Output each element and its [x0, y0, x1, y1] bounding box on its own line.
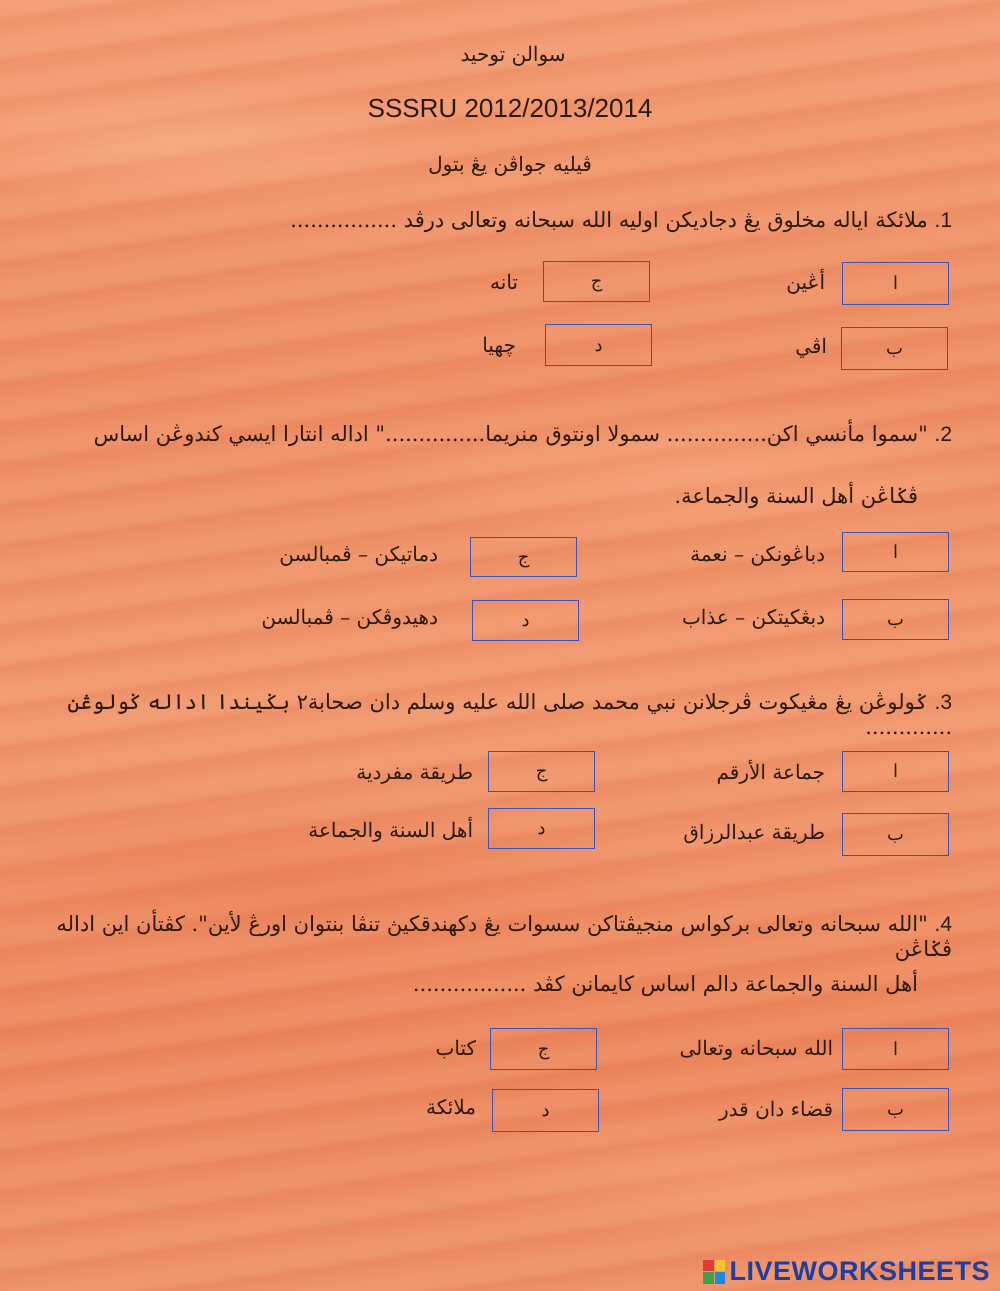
question-text: "سموا مأنسي اكن............... سمولا اونتوق منريما..............." اداله انتارا ايسي كندوڠن اساس: [93, 422, 928, 446]
question-4: [0, 912, 952, 961]
option-text: اڤي: [795, 334, 827, 358]
question-text: ݢولوڠن يڠ مڠيكوت ڤرجلانن نبي محمد صلى الله عليه وسلم دان صحابة٢ بݢيندا اداله ݢولوڠن .............: [67, 690, 952, 739]
answer-box-jim[interactable]: ج: [488, 751, 595, 792]
question-1: [290, 208, 952, 233]
exam-code: SSSRU 2012/2013/2014: [367, 93, 653, 123]
question-number: 4.: [934, 913, 952, 936]
brand-name: LIVEWORKSHEETS: [729, 1256, 990, 1286]
answer-box-jim[interactable]: ج: [470, 537, 577, 577]
answer-box-dal[interactable]: د: [492, 1089, 599, 1132]
option-text: تانه: [490, 270, 518, 294]
liveworksheets-logo-icon: [703, 1260, 725, 1284]
liveworksheets-logo: [703, 1256, 990, 1287]
option-text: ملائكة: [426, 1095, 476, 1119]
question-text: ملائكة اياله مخلوق يڠ دجاديكن اوليه الله سبحانه وتعالى درڤد ................: [290, 208, 928, 232]
option-text: چهيا: [482, 333, 516, 357]
option-text: دهيدوڤكن – ڤمبالسن: [261, 605, 438, 629]
answer-box-dal[interactable]: د: [545, 324, 652, 366]
option-text: أڠين: [786, 270, 825, 294]
answer-box-ba[interactable]: ب: [842, 813, 949, 856]
question-2: [94, 422, 952, 447]
option-text: قضاء دان قدر: [719, 1097, 833, 1121]
question-number: 1.: [934, 209, 952, 232]
option-text: طريقة مفردية: [356, 760, 473, 784]
question-number: 3.: [934, 691, 952, 714]
question-3: [0, 690, 952, 739]
answer-box-ba[interactable]: ب: [842, 1088, 949, 1131]
answer-box-jim[interactable]: ج: [490, 1028, 597, 1070]
question-number: 2.: [934, 423, 952, 446]
option-text: أهل السنة والجماعة: [308, 818, 473, 842]
question-2-line-2: ڤݢاڠن أهل السنة والجماعة.: [674, 484, 918, 508]
answer-box-jim[interactable]: ج: [543, 261, 650, 302]
answer-box-ba[interactable]: ب: [841, 327, 948, 370]
answer-box-alif[interactable]: ا: [842, 262, 949, 305]
option-text: طريقة عبدالرزاق: [683, 820, 825, 844]
option-text: كتاب: [435, 1036, 476, 1060]
option-text: دبڠكيتكن – عذاب: [681, 605, 825, 629]
answer-box-dal[interactable]: د: [472, 600, 579, 641]
answer-box-alif[interactable]: ا: [842, 1028, 949, 1070]
option-text: جماعة الأرقم: [716, 760, 825, 784]
option-text: الله سبحانه وتعالى: [679, 1036, 833, 1060]
worksheet-title: سوالن توحيد: [460, 42, 566, 66]
option-text: دماتيكن – ڤمبالسن: [279, 542, 438, 566]
instruction-text: ڤيليه جواڤن يڠ بتول: [428, 152, 592, 176]
answer-box-ba[interactable]: ب: [842, 599, 949, 640]
question-4-line-2: أهل السنة والجماعة دالم اساس كايمانن كڤد .................: [412, 972, 918, 996]
answer-box-alif[interactable]: ا: [842, 751, 949, 792]
question-text: "الله سبحانه وتعالى بركواس منجيڤتاكن سسوات يڠ دكهندقكيڽ تنڤا بنتوان اورڠ لأين". كڤتأن اين اداله ڤݢاڠن: [56, 912, 952, 961]
answer-box-dal[interactable]: د: [488, 808, 595, 849]
answer-box-alif[interactable]: ا: [842, 532, 949, 572]
option-text: دباڠونكن – نعمة: [690, 542, 825, 566]
